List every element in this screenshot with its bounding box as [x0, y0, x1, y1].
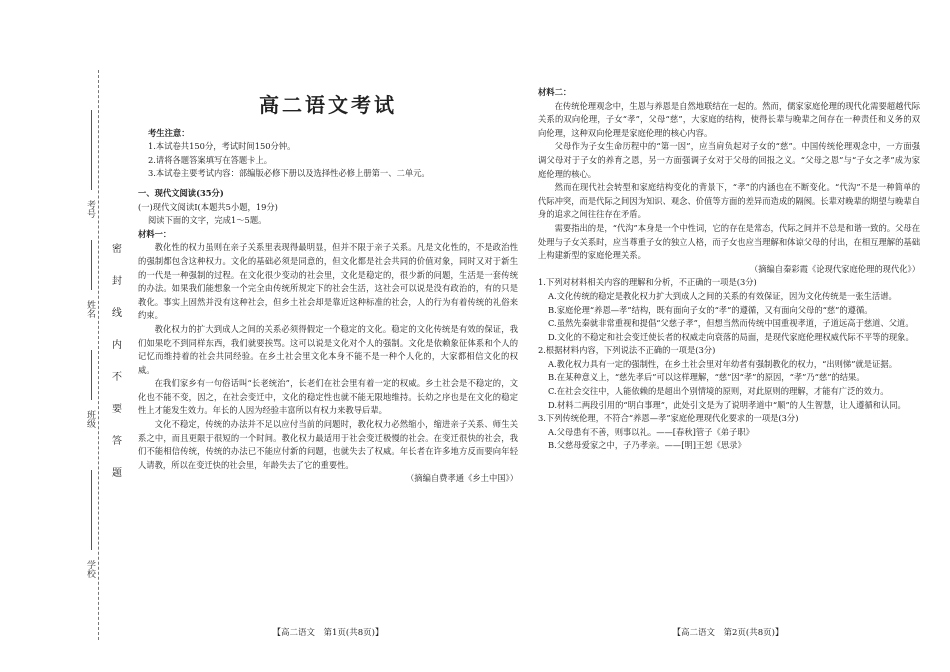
- question-option: C.在社会交往中，人能依赖的是超出个别情境的原则，对此原则的理解，才能有广泛的效力。: [548, 386, 889, 397]
- source-citation: （摘编自秦彩霞《论现代家庭伦理的现代化》）: [749, 263, 920, 274]
- page-footer: 【高二语文 第1页(共8页)】: [272, 628, 384, 638]
- question-option: B.父慈母爱家之中，子乃孝亲。——[明]王恕《思录》: [548, 440, 746, 451]
- page-footer: 【高二语文 第2页(共8页)】: [672, 628, 784, 638]
- question-option: C.虽然先秦就非常重视和提倡“父慈子孝”，但想当然而传统中国重视孝道，子道远高于慈道、父道。: [548, 318, 914, 329]
- source-citation: （摘编自费孝通《乡土中国》）: [405, 473, 518, 484]
- paragraph: 文化不稳定，传统的办法并不足以应付当前的问题时，教化权力必然缩小，缩进亲子关系、师生关系之中，而且更限于很短的一个时间。教化权力最适用于社会变迁极慢的社会。在变迁很快的社会，我们不能相信传统，传统的办法已不能应付新的问题，也就失去了权威。年长者在许多地方反而要向年轻人请教，所以在变迁快的社会里，年龄失去了它的重要性。: [138, 419, 518, 470]
- question-stem: 1.下列对材料相关内容的理解和分析，不正确的一项是(3分): [538, 277, 757, 288]
- school-label: 学校: [85, 560, 95, 578]
- paragraph: 父母作为子女生命历程中的“第一因”，应当肩负起对子女的“慈”。中国传统伦理观念中，一方面强调父母对于子女的养育之恩，另一方面强调子女对于父母的回报之义。“父母之恩”与“子女之孝”成为家庭伦理的核心。: [538, 141, 920, 179]
- material-label: 材料二：: [538, 87, 572, 97]
- right-page: [538, 86, 920, 453]
- seal-char: 题: [112, 468, 122, 479]
- paragraph: 在我们家乡有一句俗话叫“长老统治”，长老们在社会里有着一定的权威。乡土社会是不稳定的，文化也不能不变，因之，在社会变迁中，文化的稳定性也就不能无限地维持。长幼之序也是在文化的稳定性上才能发生效力。年长的人因为经验丰富所以有权力来教导后辈。: [138, 378, 518, 416]
- paragraph: 在传统伦理观念中，生恩与养恩是自然地联结在一起的。然而，儒家家庭伦理的现代化需要超越代际关系的双向伦理，子女“孝”，父母“慈”，大家庭的结构，使得长辈与晚辈之间存在一种责任和义务的双向伦理，这种双向伦理是家庭伦理的核心内容。: [538, 100, 920, 138]
- seal-char: 不: [112, 372, 122, 383]
- section-heading: 一、现代文阅读(35分): [138, 187, 224, 198]
- question-option: A.教化权力具有一定的强制性，在乡土社会里对年幼者有强制教化的权力，“出则悌”就是证据。: [548, 358, 897, 369]
- question-option: D.材料二两段引用的“明白事理”，此处引文是为了说明孝道中“顺”的人生智慧，让人遵循和认同。: [548, 399, 906, 410]
- paragraph: 需要指出的是，“代沟”本身是一个中性词，它的存在是常态，代际之间并不总是和谐一致的。父母在处理与子女关系时，应当尊重子女的独立人格，而子女也应当理解和体谅父母的付出，在相互理解的基础上构建新型的家庭伦理关系。: [538, 222, 920, 261]
- seal-char: 要: [112, 404, 122, 415]
- notice-item: 2.请将各题答案填写在答题卡上。: [148, 154, 273, 165]
- class-line: [91, 350, 92, 400]
- exam-number-line: [91, 110, 92, 190]
- seal-line-notice: [112, 240, 122, 479]
- seal-char: 密: [112, 244, 122, 255]
- paragraph: 教化性的权力虽则在亲子关系里表现得最明显，但并不限于亲子关系。凡是文化性的，不是政治性的强制都包含这种权力。文化的基础必须是同意的，但文化都是社会共同的价值对象，同时又对于新生的一代是一种强制的过程。在文化很少变动的社会里，文化是稳定的，很少新的问题，生活是一套传统的办法。如果我们能想象一个完全由传统所规定下的社会生活，这社会可以说是没有政治的，有的只是教化。事实上固然并没有这种社会，但乡土社会却是靠近这种标准的社会，人的行为有着传统的礼俗来约束。: [138, 242, 518, 321]
- material-label: 材料一：: [138, 228, 172, 239]
- binding-dashed-line: [98, 70, 99, 640]
- seal-char: 线: [112, 308, 122, 319]
- question-option: D.文化的不稳定和社会变迁使长者的权威走向衰落的局面，是现代家庭伦理权威代际不平等的现象。: [548, 331, 914, 342]
- question-option: B.在某种意义上，“慈先孝后”可以这样理解，“慈”因“孝”的原因，“孝”乃“慈”的结果。: [548, 372, 865, 383]
- name-label: 姓名: [85, 300, 95, 318]
- binding-strip: [0, 0, 110, 672]
- page-title: 高二语文考试: [259, 93, 397, 117]
- seal-char: 封: [112, 276, 122, 287]
- seal-char: 答: [112, 436, 122, 447]
- subsection-heading: (一)现代文阅读Ⅰ(本题共5小题，19分): [138, 201, 278, 212]
- school-line: [91, 470, 92, 550]
- question-option: A.文化传统的稳定是教化权力扩大到成人之间的关系的有效保证，因为文化传统是一张生活谱。: [548, 290, 897, 301]
- question-option: A.父母患有不善，则事以礼。——[春秋]管子《弟子职》: [548, 426, 754, 437]
- paragraph: 然而在现代社会转型和家庭结构变化的背景下，“孝”的内涵也在不断变化。“代沟”不是一种简单的代际冲突，而是代际之间因为知识、观念、价值等方面的差异而造成的隔阂。长辈对晚辈的期望与晚辈自身的追求之间往往存在矛盾。: [538, 182, 920, 220]
- question-stem: 3.下列传统伦理，不符合“养恩—孝”家庭伦理现代化要求的一项是(3分): [538, 413, 799, 424]
- seal-char: 内: [112, 340, 122, 351]
- notice-title: 考生注意：: [148, 127, 190, 138]
- left-page: [138, 75, 518, 486]
- question-stem: 2.根据材料内容，下列说法不正确的一项是(3分): [538, 345, 716, 356]
- notice-item: 1.本试卷共150分，考试时间150分钟。: [148, 141, 296, 152]
- paragraph: 教化权力的扩大到成人之间的关系必须得假定一个稳定的文化。稳定的文化传统是有效的保证，我们如果吃不到同样东西，我们就要挨骂。这可以说是文化对个人的强制。文化是依赖象征体系和个人的记忆而维持着的社会共同经验。在乡土社会里文化本身不能不是一种个人化的，大家都相信文化的权威。: [138, 323, 518, 375]
- notice-item: 3.本试卷主要考试内容：部编版必修下册以及选择性必修上册第一、二单元。: [148, 168, 430, 179]
- name-line: [91, 240, 92, 290]
- question-option: B.家庭伦理“养恩—孝”结构，既有面向子女的“孝”的遵循，又有面向父母的“慈”的遵循。: [548, 304, 873, 315]
- instruction: 阅读下面的文字，完成1～5题。: [148, 215, 267, 226]
- exam-number-label: 考号: [85, 200, 95, 218]
- class-label: 班级: [85, 410, 95, 428]
